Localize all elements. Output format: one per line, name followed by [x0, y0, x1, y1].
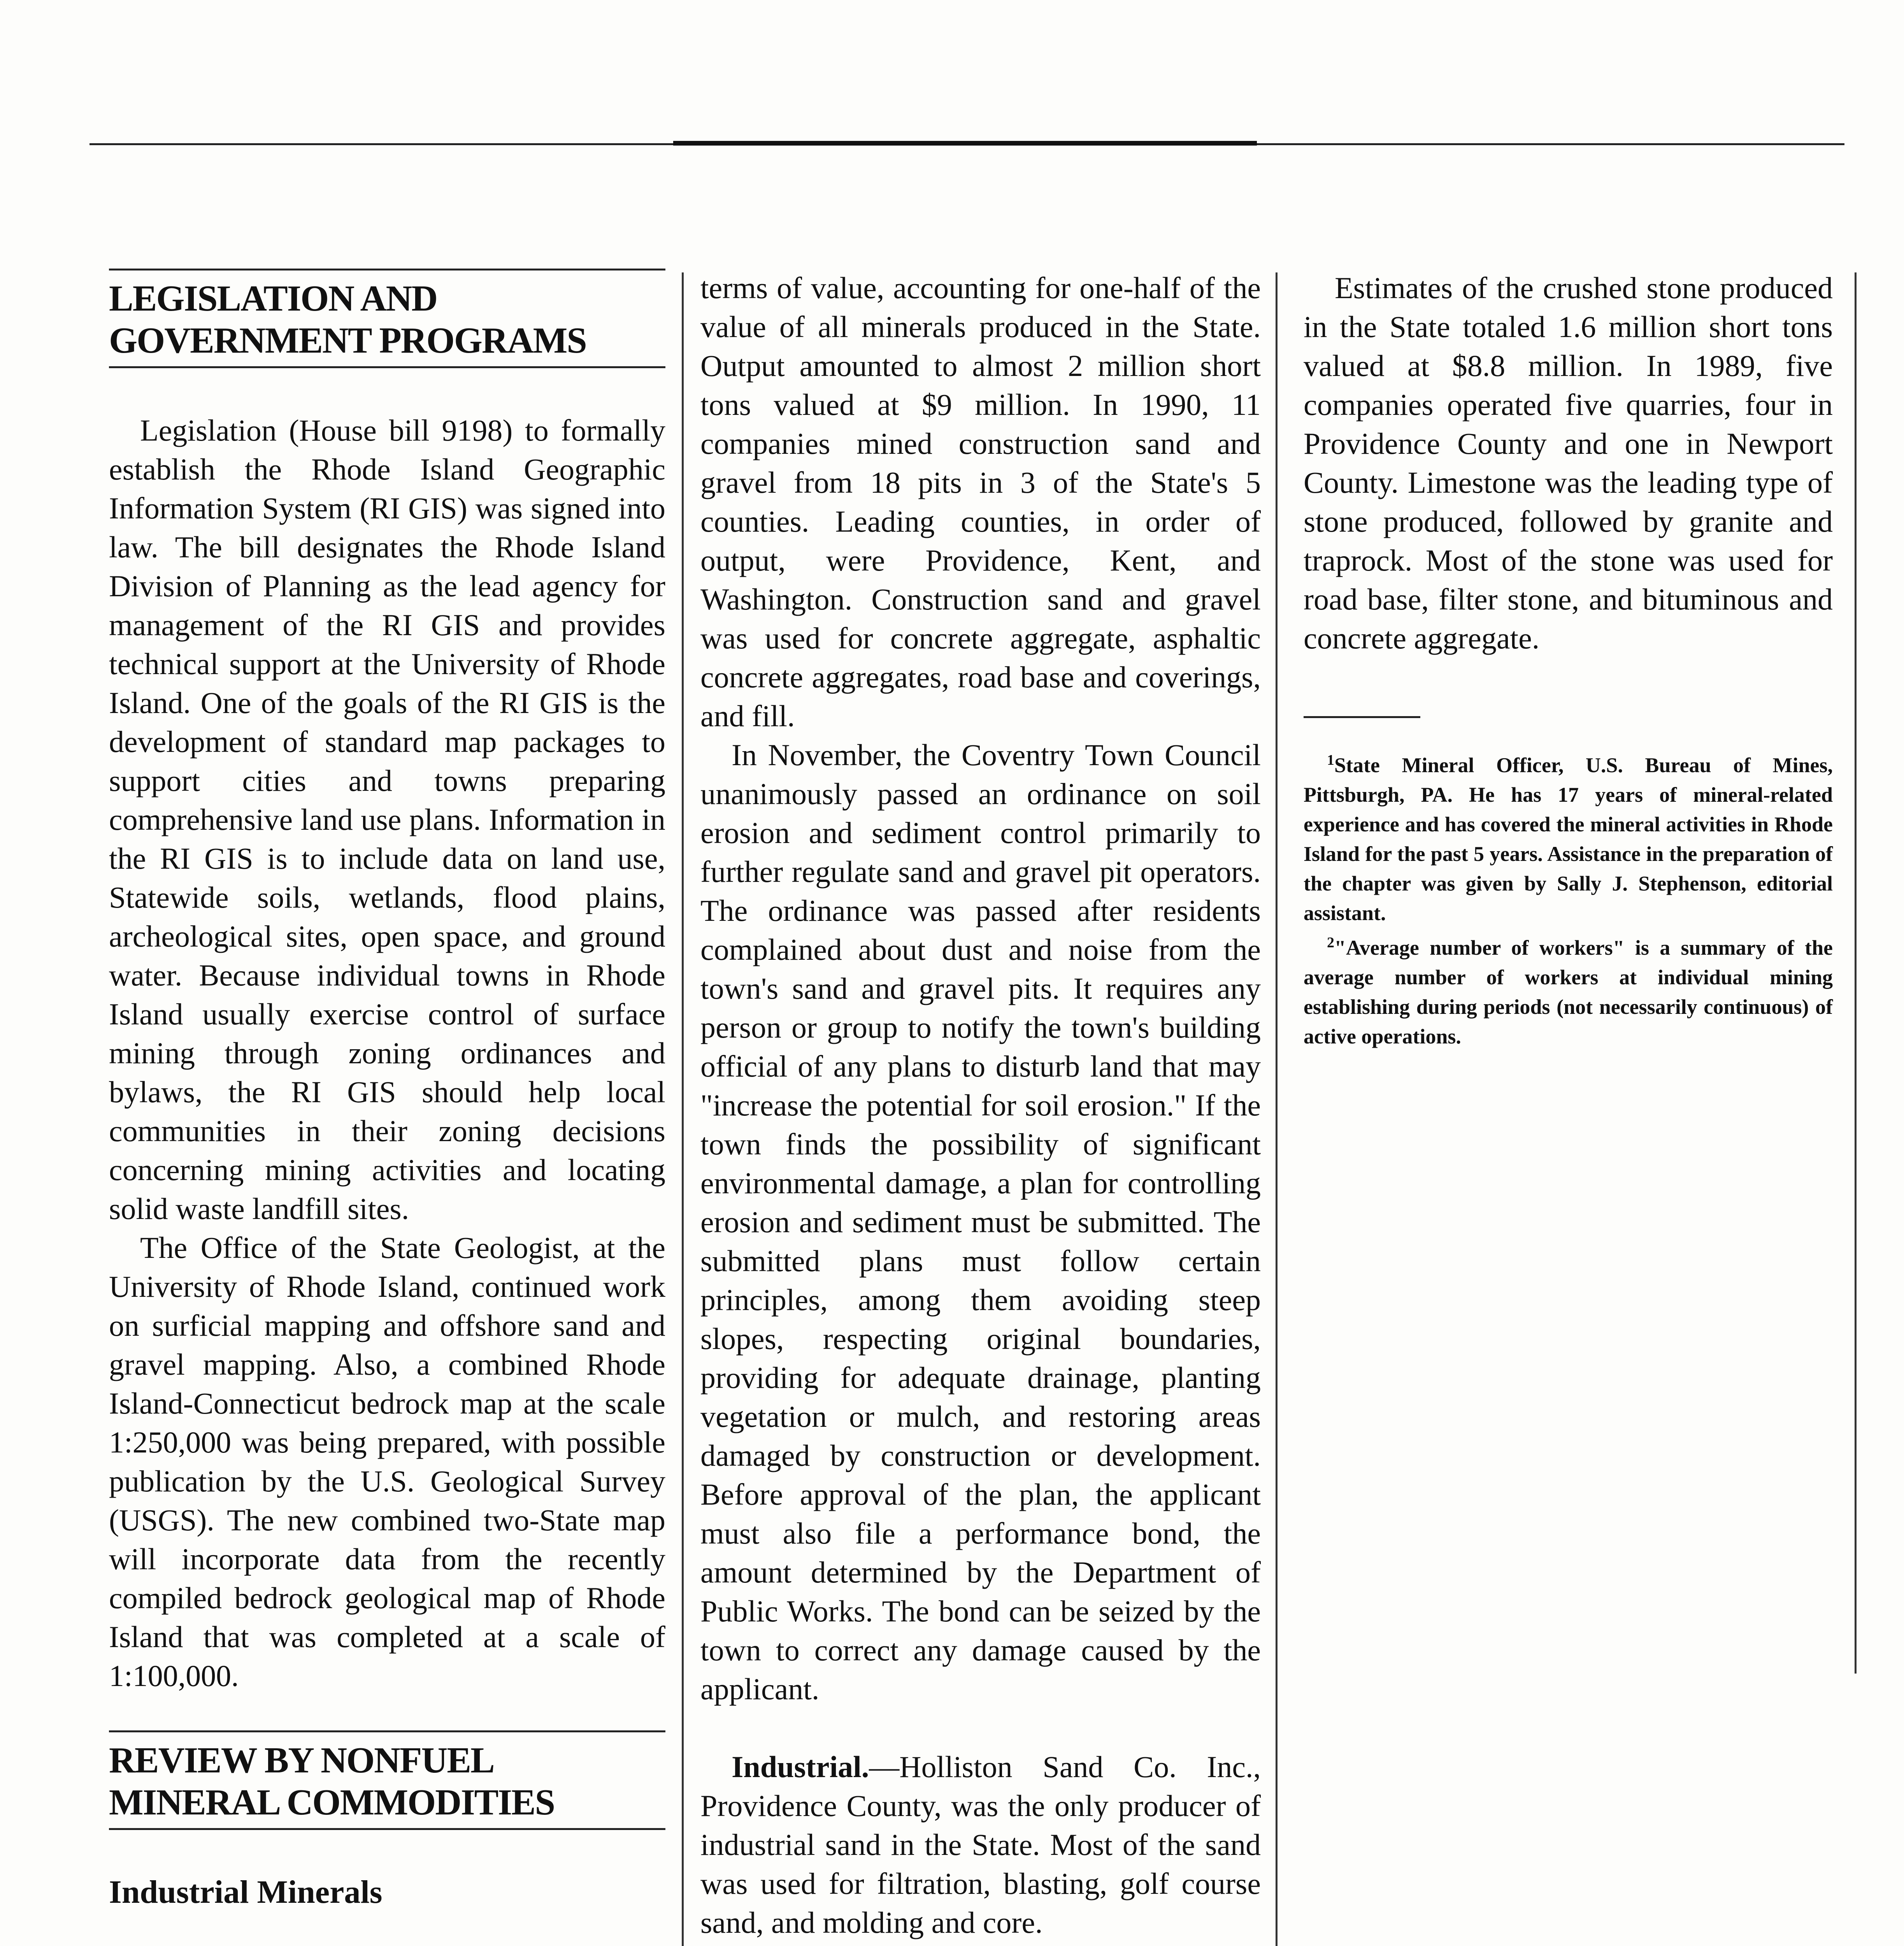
- section-heading-review: REVIEW BY NONFUEL MINERAL COMMODITIES: [109, 1730, 665, 1830]
- column-divider-2: [1276, 272, 1278, 1946]
- column-3: [1304, 269, 1833, 1051]
- legislation-paragraph-2: The Office of the State Geologist, at the University of Rhode Island, continued work on surficial mapping and offshore sand and gravel mapping. Also, a combined Rhode Island-Connecticut bedrock map at the scale 1:250,000 was being prepared, with possible publication by the U.S. Geological Survey (USGS). The new combined two-State map will incorporate data from the recently compiled bedrock geological map of Rhode Island that was completed at a scale of 1:100,000.: [109, 1231, 665, 1693]
- footnote-2-text: "Average number of workers" is a summary of the average number of workers at individual mining establishing during periods (not necessarily continuous) of active operations.: [1304, 936, 1833, 1048]
- footnote-2-mark: 2: [1327, 934, 1334, 951]
- industrial-text: Holliston Sand Co. Inc., Providence County, was the only producer of industrial sand in the State. Most of the sand was used for filtration, blasting, golf course sand, and molding and core.: [700, 1750, 1261, 1939]
- coventry-paragraph: In November, the Coventry Town Council unanimously passed an ordinance on soil erosion and sediment control primarily to further regulate sand and gravel pit operators. The ordinance was passed after residents complained about dust and noise from the town's sand and gravel pits. It requires any person or group to notify the town's building official of any plans to disturb land that may "increase the potential for soil erosion." If the town finds the possibility of significant environmental damage, a plan for controlling erosion and sediment must be submitted. The submitted plans must follow certain principles, among them avoiding steep slopes, respecting original boundaries, providing for adequate drainage, planting vegetation or mulch, and restoring areas damaged by construction or development. Before approval of the plan, the applicant must also file a performance bond, the amount determined by the Department of Public Works. The bond can be seized by the town to correct any damage caused by the applicant.: [700, 738, 1261, 1706]
- footnote-1: [1304, 745, 1833, 928]
- column-2: [700, 269, 1261, 1946]
- legislation-paragraph-1: Legislation (House bill 9198) to formally establish the Rhode Island Geographic Information System (RI GIS) was signed into law. The bill designates the Rhode Island Division of Planning as the lead agency for management of the RI GIS and provides technical support at the University of Rhode Island. One of the goals of the RI GIS is the development of standard map packages to support cities and towns preparing comprehensive land use plans. Information in the RI GIS is to include data on land use, Statewide soils, wetlands, flood plains, archeological sites, open space, and ground water. Because individual towns in Rhode Island usually exercise control of surface mining through zoning ordinances and bylaws, the RI GIS should help local communities in their zoning decisions concerning mining activities and locating solid waste landfill sites.: [109, 413, 665, 1226]
- column-1: [109, 269, 665, 1946]
- subheading-industrial-minerals: Industrial Minerals: [109, 1874, 383, 1910]
- construction-paragraph-continued: terms of value, accounting for one-half of the value of all minerals produced in the State. Output amounted to almost 2 million short tons valued at $9 million. In 1990, 11 companies mined construction sand and gravel from 18 pits in 3 of the State's 5 counties. Leading counties, in order of output, were Providence, Kent, and Washington. Construction sand and gravel was used for concrete aggregate, asphaltic concrete aggregates, road base and coverings, and fill.: [700, 271, 1261, 733]
- footnote-1-text: State Mineral Officer, U.S. Bureau of Mines, Pittsburgh, PA. He has 17 years of mineral-related experience and has covered the mineral activities in Rhode Island for the past 5 years. Assistance in the preparation of the chapter was given by Sally J. Stephenson, editorial assistant.: [1304, 753, 1833, 925]
- crushed-stone-paragraph: Estimates of the crushed stone produced in the State totaled 1.6 million short tons valued at $8.8 million. In 1989, five companies operated five quarries, four in Providence County and one in Newport County. Limestone was the leading type of stone produced, followed by granite and traprock. Most of the stone was used for road base, filter stone, and bituminous and concrete aggregate.: [1304, 271, 1833, 655]
- section-heading-legislation: LEGISLATION AND GOVERNMENT PROGRAMS: [109, 269, 665, 368]
- runin-dash: —: [869, 1750, 900, 1784]
- footnote-2: [1304, 928, 1833, 1051]
- column-divider-1: [682, 272, 684, 1946]
- runin-industrial: Industrial.: [732, 1750, 869, 1784]
- footnote-rule: [1304, 716, 1420, 718]
- top-rule-accent: [673, 141, 1257, 146]
- footnote-1-mark: 1: [1327, 752, 1334, 768]
- column-divider-3: [1855, 272, 1857, 1674]
- industrial-paragraph: [700, 1748, 1261, 1942]
